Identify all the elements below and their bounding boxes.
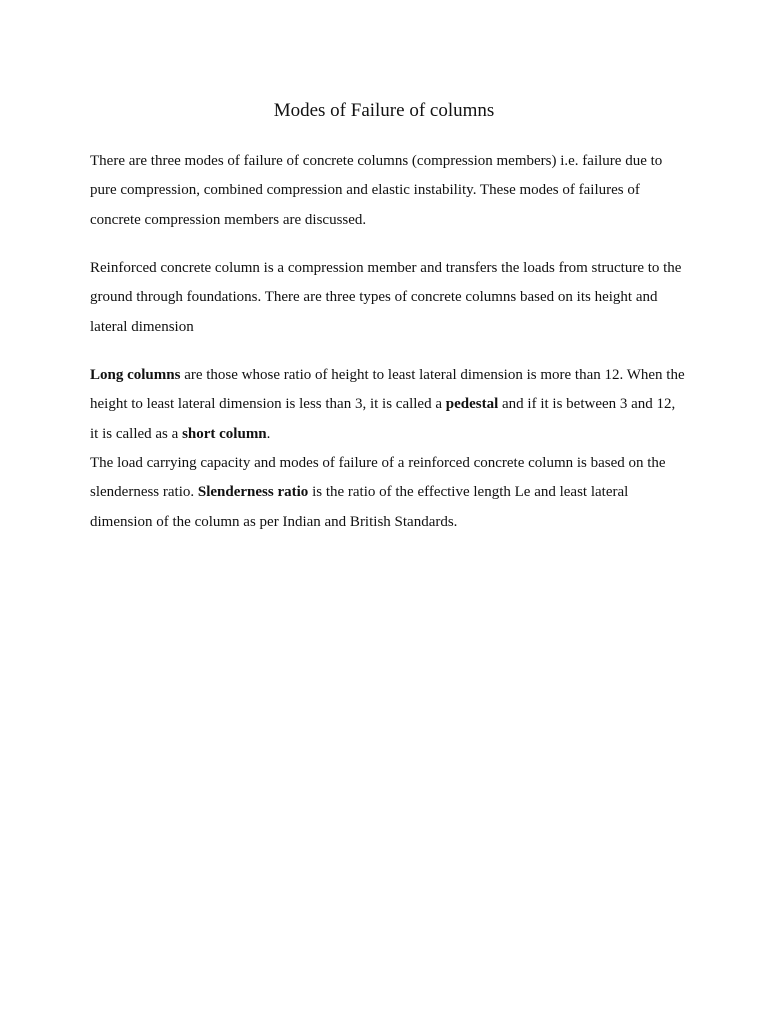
paragraph-text: . <box>266 425 271 442</box>
paragraph-column-types <box>90 361 686 449</box>
term-short-column: short column <box>182 425 267 442</box>
document-title: Modes of Failure of columns <box>273 100 495 121</box>
term-slenderness-ratio: Slenderness ratio <box>197 484 309 501</box>
paragraph-reinforced-column: Reinforced concrete column is a compression member and transfers the loads from structure to the ground through foundations. There are three types of concrete columns based on its height and lateral dimension <box>90 260 682 335</box>
paragraph-modes-of-failure: There are three modes of failure of concrete columns (compression members) i.e. failure due to pure compression, combined compression and elastic instability. These modes of failures of concrete compression members are discussed. <box>90 153 663 228</box>
paragraph-text: are those whose ratio of height to least lateral dimension is more than 12. When the height to least lateral dimension is less than 3, it is called a <box>90 367 685 413</box>
paragraph-text: is the ratio of the effective length Le and least lateral dimension of the column as per Indian and British Standards. <box>90 484 629 530</box>
term-pedestal: pedestal <box>445 396 499 413</box>
paragraph-text: and if it is between 3 and 12, it is called as a <box>90 396 676 442</box>
paragraph-text: The load carrying capacity and modes of failure of a reinforced concrete column is based on the slenderness ratio. <box>90 455 666 501</box>
paragraph-slenderness-ratio <box>90 449 686 537</box>
term-long-columns: Long columns <box>90 367 181 383</box>
